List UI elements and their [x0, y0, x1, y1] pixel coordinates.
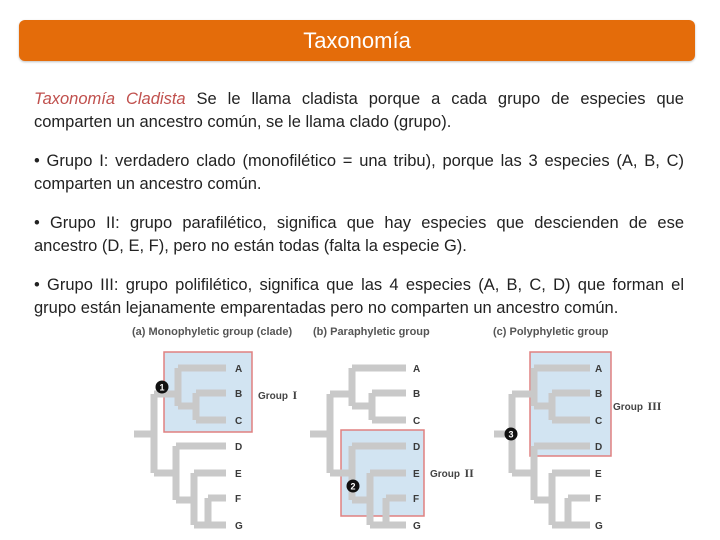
- panel-b-leaf-c: C: [413, 416, 421, 427]
- panel-b-leaf-f: F: [413, 494, 420, 505]
- panel-c-leaf-a: A: [595, 364, 603, 375]
- panel-c-leaf-e: E: [595, 469, 602, 480]
- group-1-label: Group I: [258, 388, 298, 402]
- panel-a-leaf-b: B: [235, 389, 243, 400]
- panel-a-leaf-a: A: [235, 364, 243, 375]
- panel-b-title: (b) Paraphyletic group: [313, 326, 430, 338]
- intro-text: Se le llama cladista porque a cada grupo de especies que comparten un ancestro común, se le llama clado (grupo).: [34, 90, 684, 131]
- panel-b-leaf-g: G: [413, 521, 421, 532]
- group-2-label: Group II: [430, 466, 474, 480]
- panel-c-leaf-d: D: [595, 442, 603, 453]
- panel-a-leaf-e: E: [235, 469, 242, 480]
- panel-monophyletic: [132, 326, 297, 532]
- panel-c-title: (c) Polyphyletic group: [493, 326, 609, 338]
- badge-1-number: 1: [159, 382, 165, 393]
- bullet-group-2: • Grupo II: grupo parafilético, significa que hay especies que descienden de ese ancestro (D, E, F), pero no están todas (falta la especie G).: [34, 214, 684, 255]
- panel-b-leaf-e: E: [413, 469, 420, 480]
- bullet-group-1: • Grupo I: verdadero clado (monofilético = una tribu), porque las 3 especies (A, B, C) comparten un ancestro común.: [34, 152, 684, 193]
- panel-b-leaf-a: A: [413, 364, 421, 375]
- cladistic-term: Taxonomía Cladista: [34, 90, 186, 108]
- panel-c-leaf-f: F: [595, 494, 602, 505]
- panel-a-leaf-c: C: [235, 416, 243, 427]
- panel-b-tree: [310, 368, 406, 525]
- panel-a-leaf-g: G: [235, 521, 243, 532]
- panel-a-title: (a) Monophyletic group (clade): [132, 326, 293, 338]
- group-3-label: Group III: [613, 399, 662, 413]
- panel-c-leaf-b: B: [595, 389, 603, 400]
- slide-title: Taxonomía: [19, 20, 695, 61]
- panel-paraphyletic: [310, 326, 474, 532]
- panel-b-leaf-b: B: [413, 389, 421, 400]
- panel-a-leaf-f: F: [235, 494, 242, 505]
- panel-c-leaf-g: G: [595, 521, 603, 532]
- badge-3-number: 3: [508, 429, 514, 440]
- panel-polyphyletic: [493, 326, 662, 532]
- badge-2-number: 2: [350, 481, 356, 492]
- panel-c-leaf-c: C: [595, 416, 603, 427]
- bullet-group-3: • Grupo III: grupo polifilético, significa que las 4 especies (A, B, C, D) que forman el grupo están lejanamente emparentadas pero no comparten un ancestro común.: [34, 276, 684, 317]
- panel-b-leaf-d: D: [413, 442, 421, 453]
- panel-a-leaf-d: D: [235, 442, 243, 453]
- panel-a-tree: [134, 368, 226, 525]
